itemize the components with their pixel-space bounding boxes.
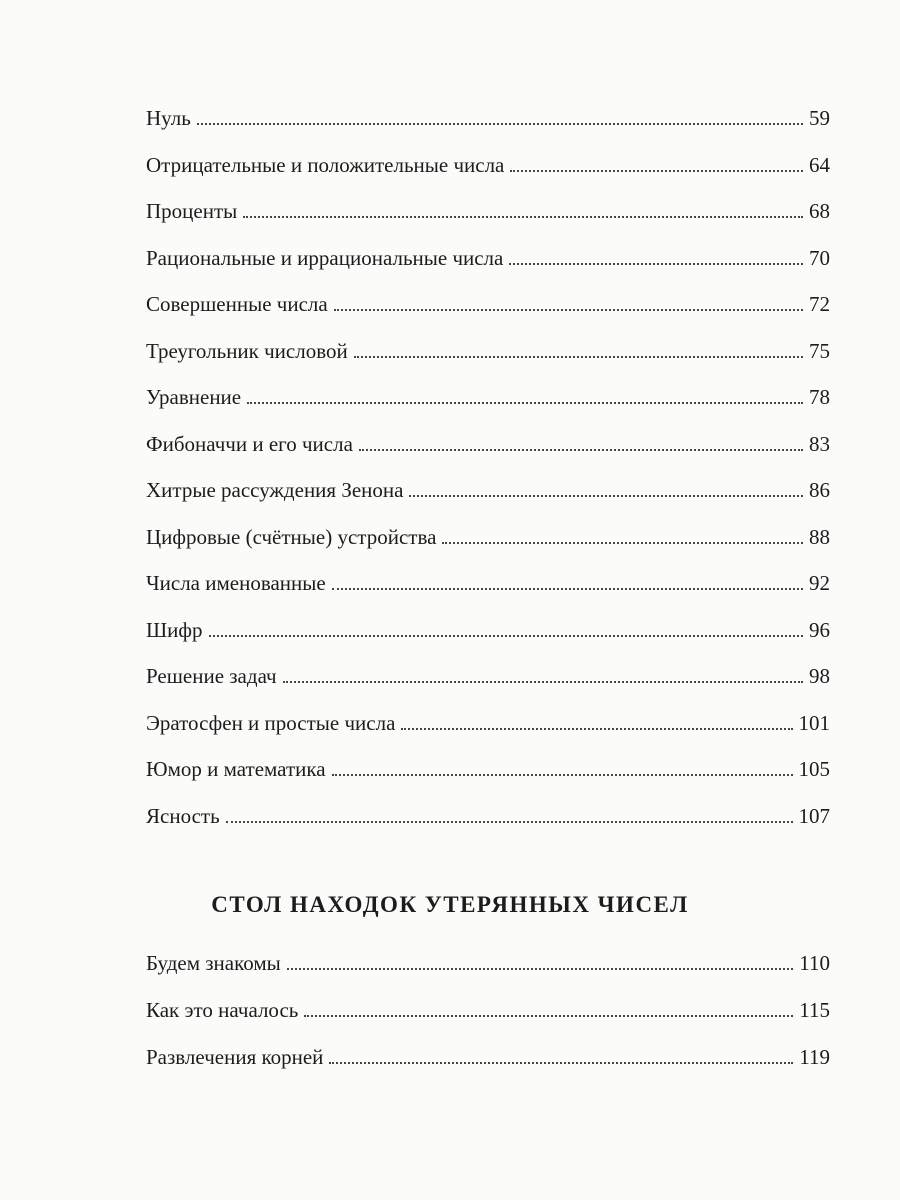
dot-leader bbox=[510, 170, 803, 172]
dot-leader bbox=[283, 681, 803, 683]
toc-entry bbox=[146, 142, 830, 189]
toc-entry-title: Проценты bbox=[146, 199, 238, 223]
toc-entry-title: Решение задач bbox=[146, 664, 277, 688]
toc-entry-title: Как это началось bbox=[146, 998, 299, 1022]
toc-entry bbox=[146, 95, 830, 142]
toc-entry-page: 119 bbox=[799, 1045, 830, 1069]
toc-entry-page: 75 bbox=[809, 338, 830, 363]
toc-entry bbox=[146, 235, 830, 282]
dot-leader bbox=[359, 449, 803, 451]
toc-entry bbox=[146, 374, 830, 421]
dot-leader bbox=[304, 1015, 793, 1017]
toc-entry-title: Нуль bbox=[146, 106, 191, 130]
dot-leader bbox=[287, 968, 794, 970]
dot-leader bbox=[243, 216, 803, 218]
dot-leader bbox=[354, 356, 803, 358]
toc-entry-page: 68 bbox=[809, 199, 830, 223]
toc-entry-page: 64 bbox=[809, 152, 830, 177]
toc-entry-title: Развлечения корней bbox=[146, 1045, 324, 1069]
toc-entry-title: Ясность bbox=[146, 803, 220, 828]
toc-entry-page: 115 bbox=[799, 998, 830, 1022]
toc-entry bbox=[146, 746, 830, 793]
table-of-contents bbox=[146, 95, 830, 839]
toc-entry bbox=[146, 607, 830, 654]
toc-entry-page: 110 bbox=[799, 951, 830, 975]
dot-leader bbox=[442, 542, 803, 544]
toc-entry-page: 83 bbox=[809, 431, 830, 456]
toc-entry bbox=[146, 467, 830, 514]
toc-entry-page: 78 bbox=[809, 385, 830, 409]
toc-entry-title: Шифр bbox=[146, 617, 203, 642]
toc-entry-page: 92 bbox=[809, 571, 830, 595]
dot-leader bbox=[197, 123, 803, 125]
dot-leader bbox=[209, 635, 803, 637]
toc-entry-title: Уравнение bbox=[146, 385, 242, 409]
toc-entry bbox=[146, 700, 830, 747]
toc-entry-page: 86 bbox=[809, 478, 830, 502]
section-heading: СТОЛ НАХОДОК УТЕРЯННЫХ ЧИСЕЛ bbox=[211, 892, 689, 917]
section-table-of-contents bbox=[146, 940, 830, 1081]
toc-entry-title: Будем знакомы bbox=[146, 951, 281, 975]
toc-entry-title: Фибоначчи и его числа bbox=[146, 431, 353, 456]
toc-entry-title: Хитрые рассуждения Зенона bbox=[146, 478, 404, 502]
toc-entry-title: Числа именованные bbox=[146, 571, 326, 595]
toc-entry bbox=[146, 560, 830, 607]
dot-leader bbox=[334, 309, 803, 311]
toc-entry-page: 72 bbox=[809, 292, 830, 316]
toc-entry-page: 107 bbox=[798, 803, 830, 828]
toc-entry bbox=[146, 940, 830, 987]
toc-entry-page: 88 bbox=[809, 524, 830, 549]
toc-entry-page: 59 bbox=[809, 106, 830, 130]
toc-entry bbox=[146, 514, 830, 561]
dot-leader bbox=[509, 263, 803, 265]
toc-entry bbox=[146, 653, 830, 700]
toc-entry-title: Юмор и математика bbox=[146, 757, 326, 781]
toc-entry bbox=[146, 987, 830, 1034]
dot-leader bbox=[247, 402, 803, 404]
toc-entry-page: 98 bbox=[809, 664, 830, 688]
dot-leader bbox=[329, 1062, 793, 1064]
toc-entry-page: 70 bbox=[809, 245, 830, 270]
toc-entry bbox=[146, 281, 830, 328]
toc-entry bbox=[146, 188, 830, 235]
toc-entry bbox=[146, 793, 830, 840]
dot-leader bbox=[409, 495, 803, 497]
toc-entry-title: Отрицательные и положительные числа bbox=[146, 152, 505, 177]
toc-entry bbox=[146, 328, 830, 375]
toc-entry-title: Совершенные числа bbox=[146, 292, 328, 316]
toc-entry-title: Рациональные и иррациональные числа bbox=[146, 245, 504, 270]
toc-entry-title: Цифровые (счётные) устройства bbox=[146, 524, 437, 549]
toc-entry bbox=[146, 1034, 830, 1081]
dot-leader bbox=[332, 774, 793, 776]
toc-entry-title: Треугольник числовой bbox=[146, 338, 348, 363]
toc-entry-page: 96 bbox=[809, 617, 830, 642]
dot-leader bbox=[332, 588, 803, 590]
toc-entry-page: 105 bbox=[798, 757, 830, 781]
dot-leader bbox=[226, 821, 793, 823]
dot-leader bbox=[401, 728, 792, 730]
toc-entry-page: 101 bbox=[798, 710, 830, 735]
toc-entry-title: Эратосфен и простые числа bbox=[146, 710, 396, 735]
toc-entry bbox=[146, 421, 830, 468]
